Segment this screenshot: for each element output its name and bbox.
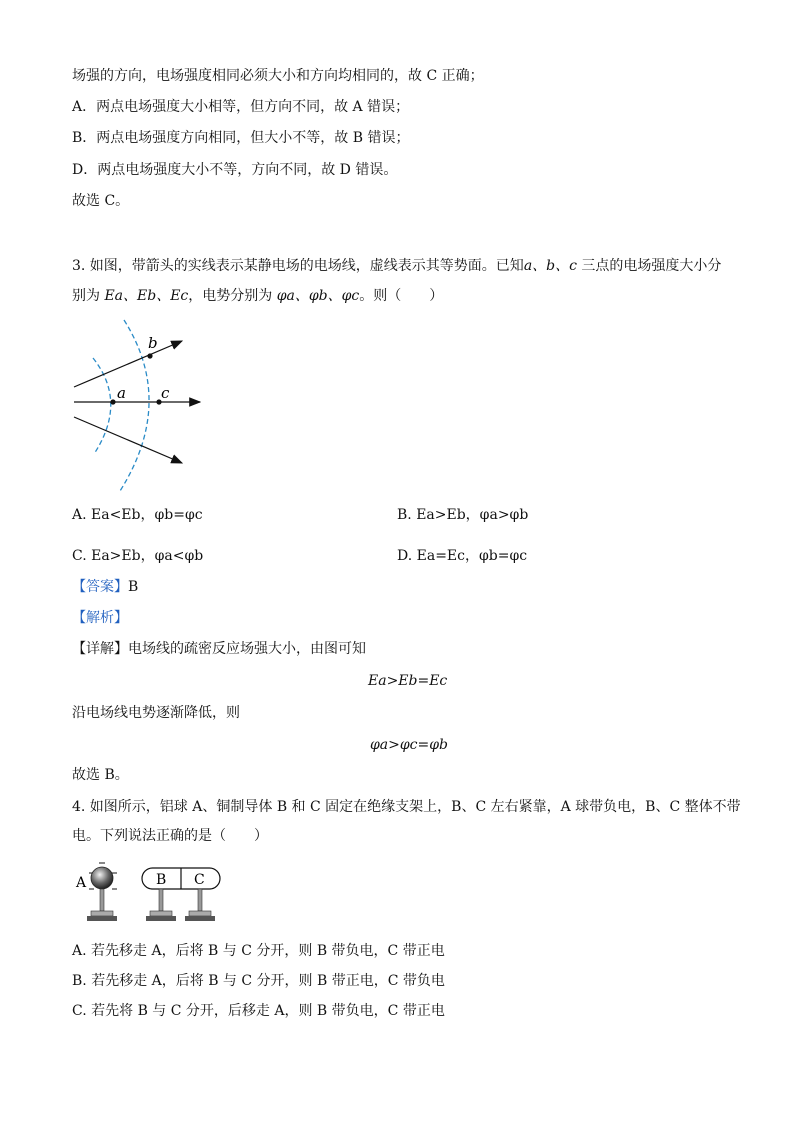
q4-option-c[interactable]: C. 若先将 B 与 C 分开，后移走 A，则 B 带负电，C 带正电 (72, 1003, 445, 1019)
q4-option-a[interactable]: A. 若先移走 A，后将 B 与 C 分开，则 B 带负电，C 带正电 (72, 943, 445, 959)
q3-equation-2: φa>φc=φb (370, 737, 449, 753)
q3-detail-line (72, 639, 366, 659)
detail-text: 电场线的疏密反应场强大小，由图可知 (128, 641, 366, 657)
q3-mid-line: 沿电场线电势逐渐降低，则 (72, 705, 240, 721)
q3-answer-line (72, 577, 138, 597)
prev-line-2: A．两点电场强度大小相等，但方向不同，故 A 错误； (72, 99, 410, 115)
q3-stem-tail: 三点的电场强度大小分 (576, 258, 722, 274)
q4-stem-line-1: 4. 如图所示，铝球 A、铜制导体 B 和 C 固定在绝缘支架上，B、C 左右紧靠，A 球带负电，B、C 整体不带 (72, 799, 741, 815)
q3-stem2-c: 。则（ ） (359, 288, 444, 304)
prev-line-5: 故选 C。 (72, 193, 130, 209)
q3-field-figure (66, 316, 216, 496)
detail-tag: 【详解】 (72, 641, 128, 657)
q4-option-b[interactable]: B. 若先移走 A，后将 B 与 C 分开，则 B 带正电，C 带负电 (72, 973, 445, 989)
field-line-bottom (74, 417, 182, 463)
q3-stem2-E: Ea、Eb、Ec (104, 288, 189, 304)
q3-stem2-phi: φa、φb、φc (276, 288, 360, 304)
label-a: a (117, 384, 126, 402)
q4-stem-line-2: 电。下列说法正确的是（ ） (72, 828, 268, 844)
q3-conclusion: 故选 B。 (72, 767, 129, 783)
q3-equation-1: Ea>Eb=Ec (368, 673, 448, 689)
label-C: C (194, 872, 205, 888)
answer-tag: 【答案】 (72, 579, 128, 595)
prev-line-1: 场强的方向，电场强度相同必须大小和方向均相同的，故 C 正确； (72, 68, 484, 84)
label-A: A (76, 875, 87, 891)
equipotential-outer (120, 320, 149, 491)
point-a (110, 399, 115, 404)
ball-a (91, 867, 113, 889)
field-line-top (74, 341, 182, 387)
q3-stem-vars: a、b、c (523, 258, 577, 274)
q3-option-b[interactable]: B. Ea>Eb，φa>φb (397, 507, 529, 523)
q3-option-a[interactable]: A. Ea<Eb，φb=φc (72, 507, 203, 523)
q3-stem-line-2 (72, 286, 443, 306)
q3-stem2-b: ，电势分别为 (188, 288, 277, 304)
q3-analysis-line (72, 608, 128, 628)
label-B: B (156, 872, 167, 888)
q3-option-c[interactable]: C. Ea>Eb，φa<φb (72, 548, 204, 564)
answer-value: B (128, 579, 139, 595)
prev-line-4: D．两点电场强度大小不等，方向不同，故 D 错误。 (72, 162, 398, 178)
point-b (147, 353, 152, 358)
q3-stem2-a: 别为 (72, 288, 105, 304)
q3-stem-text: 3. 如图，带箭头的实线表示某静电场的电场线，虚线表示其等势面。已知 (72, 258, 524, 274)
q3-option-d[interactable]: D. Ea=Ec，φb=φc (397, 548, 528, 564)
label-b: b (148, 334, 158, 352)
analysis-tag: 【解析】 (72, 610, 128, 626)
label-c: c (161, 384, 170, 402)
q4-conductor-figure (74, 856, 224, 926)
prev-line-3: B．两点电场强度方向相同，但大小不等，故 B 错误； (72, 130, 410, 146)
q3-stem-line-1 (72, 256, 721, 276)
